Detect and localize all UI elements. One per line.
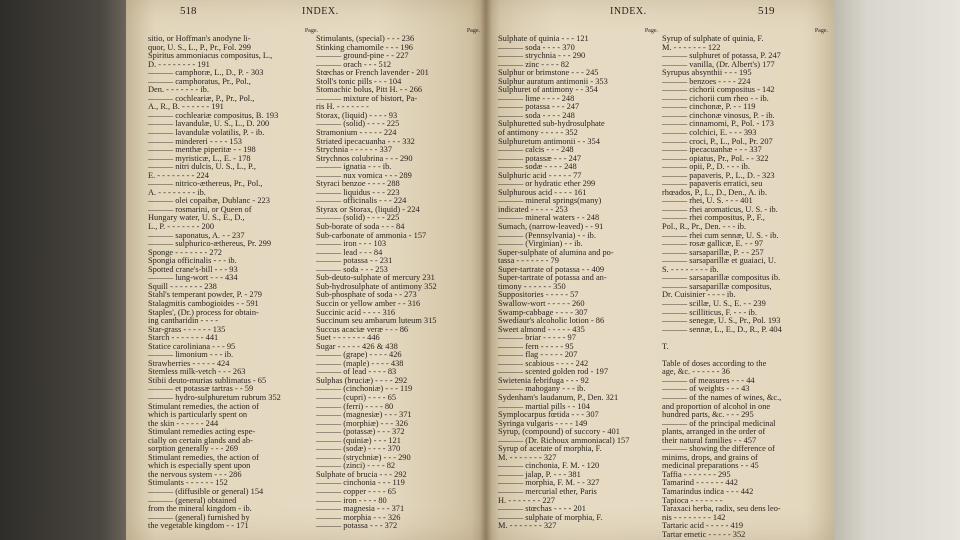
index-entry: ——— cochleariæ compositus, B. 193 xyxy=(148,111,279,120)
right-page-header: INDEX. xyxy=(610,6,647,17)
index-entry: ——— soda - - - - 248 xyxy=(498,111,575,120)
index-entry: ——— benzoes - - - - 224 xyxy=(662,77,751,86)
index-entry: Tapioca - - - - - - - xyxy=(662,496,723,505)
index-entry: Stahl's temperant powder, P. - 279 xyxy=(148,291,262,300)
index-entry: Sumach, (narrow-leaved) - - 91 xyxy=(498,223,604,232)
index-entry: ——— limonium - - - ib. xyxy=(148,351,234,360)
index-entry: ——— (zinci) - - - - 82 xyxy=(316,462,396,471)
index-entry: ——— myristicæ, L., E. - 178 xyxy=(148,154,251,163)
index-entry: ——— scillæ, U. S., E. - - 239 xyxy=(662,299,766,308)
index-entry: Succinum seu ambarum luteum 315 xyxy=(316,317,437,326)
index-entry: ——— sodæ - - - - 248 xyxy=(498,163,577,172)
index-entry: Stinking chamomile - - - 196 xyxy=(316,43,413,52)
index-entry: ——— cinchonia - - - 119 xyxy=(316,479,405,488)
index-entry: ——— sarsaparillæ, P. - - 257 xyxy=(662,248,764,257)
index-entry: age, &c. - - - - - - 36 xyxy=(662,368,730,377)
index-entry: ——— lime - - - - 248 xyxy=(498,94,575,103)
index-entry: Sub-borate of soda - - - 84 xyxy=(316,223,405,232)
index-entry: Taraxaci herba, radix, seu dens leo- xyxy=(662,505,781,514)
index-entry: ——— copper - - - - 65 xyxy=(316,487,397,496)
index-entry: ——— of the principal medicinal xyxy=(662,419,776,428)
index-entry: Sub-phosphate of soda - - 273 xyxy=(316,291,417,300)
index-entry: tassa - - - - - - - 79 xyxy=(498,257,559,266)
index-entry: ——— briar - - - - - 97 xyxy=(498,334,576,343)
index-entry: Stœchas or French lavender - 201 xyxy=(316,69,429,78)
index-entry: ——— showing the difference of xyxy=(662,445,775,454)
index-entry: ——— rhei aromaticus, U. S. - ib. xyxy=(662,205,778,214)
index-entry: Sulphuretum antimonii - - 354 xyxy=(498,137,600,146)
index-entry: ——— papaveris, P., L., D. - 323 xyxy=(662,171,775,180)
index-entry: ——— (cinchoniæ) - - - 119 xyxy=(316,385,413,394)
index-entry: ——— lavandulæ, U. S., L., D. 200 xyxy=(148,120,270,129)
book-gutter xyxy=(480,0,492,540)
index-entry: ——— iron - - - 103 xyxy=(316,240,387,249)
index-entry: ——— soda - - - 253 xyxy=(316,265,388,274)
index-entry: ——— of measures - - - 44 xyxy=(662,376,755,385)
index-entry: Tamarind - - - - - - 442 xyxy=(662,479,738,488)
index-entry: ——— morphia - - - 326 xyxy=(316,513,401,522)
index-entry: ——— opiatus, Pr., Pol. - - 322 xyxy=(662,154,769,163)
background-right xyxy=(828,0,960,540)
index-entry: the vegetable kingdom - - 171 xyxy=(148,522,249,531)
index-entry: M. - - - - - - - 122 xyxy=(662,43,721,52)
index-entry: ——— or hydratic ether 299 xyxy=(498,180,596,189)
index-entry: ——— menthæ piperitæ - - 198 xyxy=(148,146,256,155)
index-entry: sitio, or Hoffman's anodyne li- xyxy=(148,35,251,43)
index-entry: ——— cinchonæ vinosus, P. - ib. xyxy=(662,111,775,120)
index-entry: Tartar emetic - - - - - 352 xyxy=(662,530,746,539)
index-entry: H. - - - - - - - 227 xyxy=(498,496,555,505)
index-entry: Strychnia - - - - - - 337 xyxy=(316,146,393,155)
index-entry: ——— mindereri - - - - 153 xyxy=(148,137,242,146)
index-entry: ——— lung-wort - - - 434 xyxy=(148,274,238,283)
index-entry: ——— (diffusible or general) 154 xyxy=(148,487,264,496)
index-entry: ——— (cupri) - - - - 65 xyxy=(316,393,397,402)
index-entry: ing cantharidin - - - - xyxy=(148,317,218,326)
index-entry: Stibii deuto-murias sublimatus - 65 xyxy=(148,376,267,385)
index-entry: Stomachic bolus, Pitt H. - - 266 xyxy=(316,86,423,95)
index-entry: ——— sennæ, L., E., D., R., P. 404 xyxy=(662,325,782,334)
index-entry: Tartaric acid - - - - - 419 xyxy=(662,522,744,531)
index-entry: Stimulant remedies, the action of xyxy=(148,402,259,411)
index-entry: Tamarindus indica - - - 442 xyxy=(662,487,754,496)
index-entry: Sulphur auratum antimonii - 353 xyxy=(498,77,608,86)
index-entry: ——— colchici, E. - - - 393 xyxy=(662,129,757,138)
index-entry: ——— calcis - - - 248 xyxy=(498,146,574,155)
index-entry: Sweet almond - - - - - 435 xyxy=(498,325,585,334)
index-entry: ——— mixture of bistort, Pa- xyxy=(316,94,418,103)
index-entry xyxy=(662,351,828,360)
index-entry: Strychnos colubrina - - - 290 xyxy=(316,154,413,163)
index-entry: ——— rhei, U. S. - - - 401 xyxy=(662,197,753,206)
index-entry: Symplocarpus fœtida - - - 307 xyxy=(498,411,599,420)
index-entry: ——— rosmarini, or Queen of xyxy=(148,205,252,214)
index-entry: of antimony - - - - - 352 xyxy=(498,129,578,138)
index-entry: Succin or yellow amber - - 316 xyxy=(316,299,421,308)
index-entry: Stemless milk-vetch - - - 263 xyxy=(148,368,246,377)
index-entry: ——— fern - - - - - 95 xyxy=(498,342,574,351)
index-entry: ——— cinchonæ, P. - - 119 xyxy=(662,103,756,112)
index-entry: ——— sulphate of morphia, F. xyxy=(498,513,603,522)
right-index-column-1 xyxy=(498,27,658,531)
index-entry: ——— camphoræ, L., D., P. - 303 xyxy=(148,69,264,78)
index-entry: Starch - - - - - - - 441 xyxy=(148,334,219,343)
index-entry: from the mineral kingdom - ib. xyxy=(148,505,252,514)
index-entry: ——— cichorii cum rheo - - ib. xyxy=(662,94,769,103)
page-column-label: Page. xyxy=(814,28,828,34)
index-entry: ——— (Dr. Richoux ammoniacal) 157 xyxy=(498,436,630,445)
index-entry: Statice caroliniana - - - 95 xyxy=(148,342,236,351)
index-entry: ——— (sodæ) - - - - 370 xyxy=(316,445,401,454)
index-entry: Swamp-cabbage - - - - 307 xyxy=(498,308,588,317)
index-entry: ——— nitrico-æthereus, Pr., Pol., xyxy=(148,180,263,189)
index-entry: ——— mahogany - - - ib. xyxy=(498,385,586,394)
index-entry: Staples', (Dr.) process for obtain- xyxy=(148,308,259,317)
index-entry: S. - - - - - - - - ib. xyxy=(662,265,719,274)
index-entry: ——— potassa - - - 247 xyxy=(498,103,580,112)
index-entry: ——— ignatia - - - ib. xyxy=(316,163,392,172)
index-entry: Suet - - - - - - - 446 xyxy=(316,334,380,343)
index-entry: ——— (quiniæ) - - - 121 xyxy=(316,436,401,445)
index-entry: ——— lavandulæ volatilis, P. - ib. xyxy=(148,129,265,138)
index-entry: indicated - - - - - 253 xyxy=(498,205,568,214)
index-entry: Sponge - - - - - - - 272 xyxy=(148,248,222,257)
index-entry: hundred parts, &c. - - - 295 xyxy=(662,411,754,420)
index-entry: ——— papaveris erratici, seu xyxy=(662,180,763,189)
index-entry: Sydenham's laudanum, P., Den. 321 xyxy=(498,393,619,402)
index-entry: minims, drops, and grains of xyxy=(662,453,758,462)
index-entry: ——— cinchonia, F. M. - 120 xyxy=(498,462,600,471)
index-entry: ——— (maple) - - - - 438 xyxy=(316,359,404,368)
index-entry: Sulphate of quinia - - - 121 xyxy=(498,35,589,43)
index-entry: Stramonium - - - - - 224 xyxy=(316,129,397,138)
index-entry: ——— cochleariæ, P., Pr., Pol., xyxy=(148,94,255,103)
index-entry: Styrax or Storax, (liquid) - 224 xyxy=(316,205,420,214)
index-entry: ——— liquidus - - - 223 xyxy=(316,188,400,197)
index-entry: sorption generally - - - 269 xyxy=(148,445,239,454)
index-entry: D. - - - - - - - - 191 xyxy=(148,60,210,69)
index-entry: ——— cinnamomi, P., Pol. - 173 xyxy=(662,120,774,129)
index-entry: Sulphas (bruciæ) - - - - 292 xyxy=(316,376,408,385)
background-left xyxy=(0,0,126,540)
index-entry: ——— potassa - - - 372 xyxy=(316,522,398,531)
index-entry: ——— croci, P., L., Pol., Pr. 207 xyxy=(662,137,773,146)
index-entry: Styraci benzoe - - - - 288 xyxy=(316,180,400,189)
index-entry: ——— nitri dulcis, U. S., L., P., xyxy=(148,163,256,172)
index-entry: Succus acaciæ veræ - - - 86 xyxy=(316,325,409,334)
index-entry: medicinal preparations - - 45 xyxy=(662,462,759,471)
index-entry: Spongia officinalis - - - ib. xyxy=(148,257,237,266)
index-entry: M. - - - - - - - 327 xyxy=(498,453,557,462)
index-entry: ——— sarsaparillæ et guaiaci, U. xyxy=(662,257,776,266)
index-entry: ——— vanilla, (Dr. Albert's) 177 xyxy=(662,60,775,69)
index-entry: nis - - - - - - - - 142 xyxy=(662,513,726,522)
page-column-label: Page. xyxy=(644,28,658,34)
index-entry: ——— of the names of wines, &c., xyxy=(662,393,782,402)
index-entry: ——— ground-pine - - 227 xyxy=(316,52,409,61)
index-entry: which is particularly spent on xyxy=(148,411,248,420)
index-entry: Sulphate of brucia - - - 292 xyxy=(316,470,407,479)
index-entry: Stalagmitis cambogioides - - 591 xyxy=(148,299,259,308)
index-entry: Syrupus absynthii - - - 195 xyxy=(662,69,752,78)
index-entry: ——— mercurial ether, Paris xyxy=(498,487,597,496)
index-entry: Strawberries - - - - - 424 xyxy=(148,359,230,368)
index-entry: Squill - - - - - - - 238 xyxy=(148,282,217,291)
right-page-number: 519 xyxy=(758,5,775,17)
right-index-column-2 xyxy=(662,27,828,539)
index-entry: Super-sulphate of alumina and po- xyxy=(498,248,614,257)
index-entry: ——— (general) furnished by xyxy=(148,513,250,522)
index-entry: ——— saponatus, A. - - 237 xyxy=(148,231,245,240)
index-entry: timony - - - - - - 350 xyxy=(498,282,566,291)
index-entry: Storax, (liquid) - - - - 93 xyxy=(316,111,398,120)
index-entry: cially on certain glands and ab- xyxy=(148,436,253,445)
index-entry: ——— lead - - - 84 xyxy=(316,248,383,257)
index-entry: Pol., R., Pr., Den. - - - ib. xyxy=(662,223,746,232)
index-entry: ——— strychnia - - - 290 xyxy=(498,52,586,61)
index-entry: ——— nux vomica - - - 289 xyxy=(316,171,412,180)
index-entry: Suppositories - - - - - 57 xyxy=(498,291,579,300)
index-entry: Hungary water, U. S., E., D., xyxy=(148,214,245,223)
index-entry: rhœados, P., L., D., Den., A. ib. xyxy=(662,188,767,197)
index-entry: Sulphurous acid - - - - 161 xyxy=(498,188,587,197)
index-entry: Taffia - - - - - - - 295 xyxy=(662,470,731,479)
index-entry: ——— camphoratus, Pr., Pol., xyxy=(148,77,251,86)
index-entry: ——— stœchas - - - - 201 xyxy=(498,505,586,514)
index-entry: Spotted crane's-bill - - - 93 xyxy=(148,265,238,274)
index-entry: ——— (potassæ) - - - 372 xyxy=(316,428,405,437)
index-entry: ——— ipecacuanhæ - - - 337 xyxy=(662,146,762,155)
index-entry: ——— sulphurico-æthereus, Pr. 299 xyxy=(148,240,272,249)
index-entry: Sulphur or brimstone - - - 245 xyxy=(498,69,599,78)
index-entry: Syrup of acetate of morphia, F. xyxy=(498,445,602,454)
index-entry: ——— of lead - - - - 83 xyxy=(316,368,397,377)
index-entry: ——— orach - - - 512 xyxy=(316,60,392,69)
index-entry: ——— (grape) - - - - 426 xyxy=(316,351,402,360)
index-entry: ——— mineral springs(many) xyxy=(498,197,602,206)
index-entry: quor, U. S., L., P., Pr., Fol. 299 xyxy=(148,43,251,52)
index-entry: ——— officinalis - - - 224 xyxy=(316,197,407,206)
index-entry: ——— scabious - - - - 242 xyxy=(498,359,589,368)
index-entry: Striated ipecacuanha - - - 332 xyxy=(316,137,415,146)
index-entry: ——— (ferri) - - - - 80 xyxy=(316,402,394,411)
index-entry: ——— rhei compositus, P., F., xyxy=(662,214,765,223)
index-entry: ——— opii, P., D. - - - ib. xyxy=(662,163,750,172)
index-entry: ——— mineral waters - - 248 xyxy=(498,214,600,223)
left-page-header: INDEX. xyxy=(302,6,339,17)
index-entry: E. - - - - - - - - 224 xyxy=(148,171,209,180)
right-page xyxy=(486,0,834,540)
index-entry: L., P. - - - - - - - 200 xyxy=(148,223,215,232)
index-entry: which is especially spent upon xyxy=(148,462,251,471)
index-entry: ——— soda - - - - 370 xyxy=(498,43,575,52)
index-entry: ——— magnesia - - - 371 xyxy=(316,505,405,514)
index-entry: ——— (strychniæ) - - - 290 xyxy=(316,453,411,462)
index-entry: ——— hydro-sulphuretum rubrum 352 xyxy=(148,393,281,402)
index-entry: ——— (solid) - - - - 225 xyxy=(316,214,400,223)
index-entry: ——— potassa - - 231 xyxy=(316,257,393,266)
index-entry xyxy=(662,334,828,343)
index-entry: their natural families - - 457 xyxy=(662,436,757,445)
index-entry: Stimulants, (special) - - - 236 xyxy=(316,35,415,43)
index-entry: Syrup, (compound) of succory - 401 xyxy=(498,428,620,437)
index-entry: Sulphuretted sub-hydrosulphate xyxy=(498,120,605,129)
index-entry: ——— martial pills - - 104 xyxy=(498,402,590,411)
index-entry: Star-grass - - - - - - 135 xyxy=(148,325,226,334)
index-entry: ——— sarsaparillæ compositus ib. xyxy=(662,274,781,283)
index-entry: and proportion of alcohol in one xyxy=(662,402,771,411)
index-entry: Spiritus ammoniacus compositus, L., xyxy=(148,52,273,61)
index-entry: Stimulant remedies acting espe- xyxy=(148,428,256,437)
left-page-number: 518 xyxy=(180,5,197,17)
index-entry: ——— (Virginian) - - ib. xyxy=(498,240,583,249)
index-entry: ——— sarsaparillæ compositus, xyxy=(662,282,772,291)
index-entry: ——— (magnesiæ) - - - 371 xyxy=(316,411,412,420)
index-entry: ——— rhei cum sennæ, U. S. - ib. xyxy=(662,231,779,240)
index-entry: Succinic acid - - - - 316 xyxy=(316,308,396,317)
index-entry: Sugar - - - - - 426 & 438 xyxy=(316,342,398,351)
index-entry: Stimulant remedies, the action of xyxy=(148,453,259,462)
index-entry: ——— morphia, F. M. - - 327 xyxy=(498,479,600,488)
index-entry: A. - - - - - - - - ib. xyxy=(148,188,206,197)
index-entry: T. xyxy=(662,342,669,351)
index-entry: Stoll's tonic pills - - - 104 xyxy=(316,77,402,86)
left-index-column-1 xyxy=(148,27,318,531)
index-entry: Sub-deuto-sulphate of mercury 231 xyxy=(316,274,435,283)
index-entry: the skin - - - - - - 244 xyxy=(148,419,219,428)
index-entry: Swediaur's alcoholic lotion - 86 xyxy=(498,317,605,326)
index-entry: ——— (solid) - - - - 225 xyxy=(316,120,400,129)
index-entry: ——— rosæ gallicæ, E. - - 97 xyxy=(662,240,763,249)
index-entry: ——— jalap, P. - - - 381 xyxy=(498,470,581,479)
index-entry: Swallow-wort - - - - - 260 xyxy=(498,299,585,308)
index-entry: Den. - - - - - - - ib. xyxy=(148,86,209,95)
index-entry: Swietenia febrifuga - - - 92 xyxy=(498,376,589,385)
index-entry: ——— senegæ, U. S., Pr., Pol. 193 xyxy=(662,317,781,326)
page-column-label: Page. xyxy=(466,28,480,34)
index-entry: Sub-hydrosulphate of antimony 352 xyxy=(316,282,437,291)
index-entry: ——— scilliticus, F. - - - ib. xyxy=(662,308,757,317)
left-page xyxy=(126,0,486,540)
index-entry: ——— (general) obtained xyxy=(148,496,237,505)
index-entry: Syrup of sulphate of quinia, F. xyxy=(662,35,764,43)
index-entry: plants, arranged in the order of xyxy=(662,428,766,437)
index-entry: ——— zinc - - - - 82 xyxy=(498,60,570,69)
index-entry: Stimulants - - - - - - 152 xyxy=(148,479,228,488)
index-entry: ——— flag - - - - - 207 xyxy=(498,351,578,360)
index-entry: ——— of weights - - - 43 xyxy=(662,385,750,394)
index-entry: Super-tartrate of potassa - - 409 xyxy=(498,265,605,274)
index-entry: ——— (Pennsylvania) - - ib. xyxy=(498,231,596,240)
index-entry: ris H. - - - - - - - xyxy=(316,103,369,112)
index-entry: ——— olei copaibæ, Dublanc - 223 xyxy=(148,197,270,206)
page-column-label: Page. xyxy=(304,28,318,34)
index-entry: ——— sulphuret of potassa, P. 247 xyxy=(662,52,781,61)
index-entry: Sulphuret of antimony - - 354 xyxy=(498,86,598,95)
index-entry: ——— potassæ - - - 247 xyxy=(498,154,582,163)
index-entry: Dr. Cuisinier - - - - ib. xyxy=(662,291,736,300)
index-entry: ——— et potassæ tartras - - 59 xyxy=(148,385,254,394)
index-entry: Sulphuric acid - - - - - 77 xyxy=(498,171,582,180)
index-entry: ——— scented golden rod - 197 xyxy=(498,368,609,377)
index-entry: ——— cichorii compositus - 142 xyxy=(662,86,775,95)
index-entry: ——— iron - - - - 80 xyxy=(316,496,387,505)
index-entry: A., R., B. - - - - - - 191 xyxy=(148,103,224,112)
index-entry: M. - - - - - - - 327 xyxy=(498,522,557,531)
index-entry: Table of doses according to the xyxy=(662,359,767,368)
left-index-column-2 xyxy=(316,27,480,531)
index-entry: Syringa vulgaris - - - - 149 xyxy=(498,419,588,428)
index-entry: ——— (morphiæ) - - - 326 xyxy=(316,419,408,428)
index-entry: Sub-carbonate of ammonia - 157 xyxy=(316,231,427,240)
index-entry: the nervous system - - - 286 xyxy=(148,470,242,479)
index-entry: Super-tartrate of potassa and an- xyxy=(498,274,607,283)
